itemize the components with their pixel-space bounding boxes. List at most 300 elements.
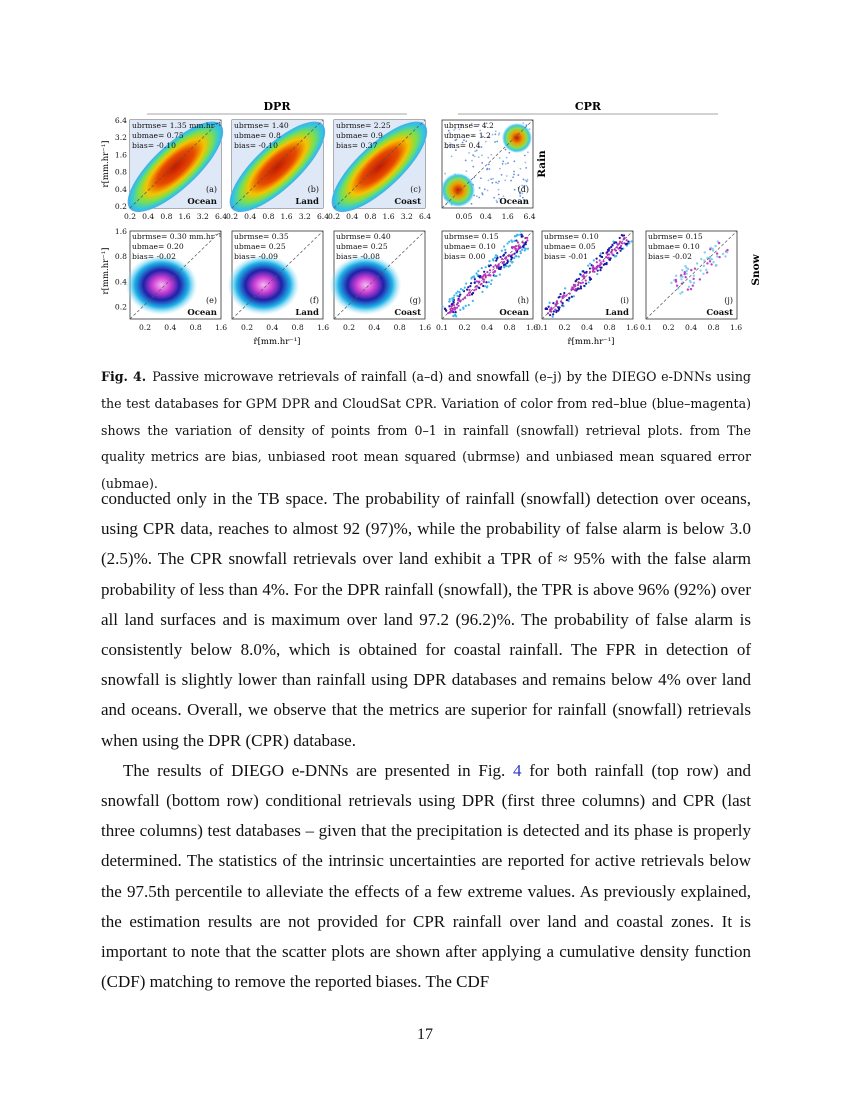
scatter-point — [476, 195, 478, 197]
tick-label: 3.2 — [298, 212, 311, 221]
scatter-point — [473, 177, 475, 179]
scatter-point — [600, 252, 602, 254]
scatter-point — [554, 308, 556, 310]
scatter-point — [558, 296, 560, 298]
scatter-point — [689, 281, 691, 283]
scatter-point — [495, 254, 497, 256]
scatter-point — [441, 305, 443, 307]
tick-label: 0.2 — [240, 323, 254, 332]
scatter-point — [699, 278, 701, 280]
tick-label: 3.2 — [400, 212, 413, 221]
panel-stat: bias= -0.08 — [336, 252, 380, 261]
scatter-point — [449, 298, 451, 300]
scatter-point — [444, 308, 446, 310]
scatter-point — [510, 180, 512, 182]
scatter-point — [718, 242, 720, 244]
panel-surface: Land — [605, 308, 629, 318]
scatter-point — [523, 179, 525, 181]
scatter-point — [520, 252, 522, 254]
scatter-point — [481, 162, 483, 164]
panel-stat: ubmae= 0.10 — [444, 242, 496, 251]
scatter-point — [465, 282, 467, 284]
scatter-point — [524, 247, 526, 249]
scatter-point — [572, 286, 574, 288]
scatter-point — [688, 286, 690, 288]
scatter-point — [616, 246, 618, 248]
panel-id: (j) — [724, 296, 733, 305]
tick-label: 0.8 — [393, 323, 406, 332]
scatter-point — [468, 152, 470, 154]
scatter-point — [680, 278, 682, 280]
tick-label: 0.4 — [266, 323, 279, 332]
scatter-point — [626, 239, 628, 241]
scatter-point — [726, 251, 728, 253]
scatter-point — [549, 302, 551, 304]
scatter-point — [614, 255, 616, 257]
density-field — [126, 255, 198, 315]
panel-stat: bias= 0.4 — [444, 141, 481, 150]
scatter-panel — [316, 108, 440, 225]
scatter-point — [464, 287, 466, 289]
scatter-point — [681, 269, 683, 271]
tick-label: 0.4 — [479, 212, 492, 221]
scatter-point — [722, 253, 724, 255]
scatter-point — [480, 283, 482, 285]
scatter-point — [452, 311, 454, 313]
scatter-point — [503, 254, 505, 256]
scatter-point — [469, 285, 471, 287]
scatter-point — [481, 267, 483, 269]
tick-label: 6.4 — [316, 212, 330, 221]
scatter-point — [445, 310, 447, 312]
scatter-point — [492, 266, 494, 268]
scatter-panel — [214, 108, 341, 225]
scatter-point — [508, 152, 510, 154]
panel-stat: ubrmse= 2.25 — [336, 121, 391, 130]
scatter-point — [499, 256, 501, 258]
scatter-point — [552, 316, 554, 318]
scatter-point — [621, 234, 623, 236]
scatter-point — [592, 265, 594, 267]
scatter-point — [471, 160, 473, 162]
scatter-point — [462, 289, 464, 291]
tick-label: 1.6 — [114, 150, 127, 160]
scatter-point — [473, 275, 475, 277]
scatter-point — [455, 292, 457, 294]
scatter-point — [670, 282, 672, 284]
scatter-point — [681, 291, 683, 293]
tick-label: 0.8 — [707, 323, 720, 332]
scatter-point — [615, 241, 617, 243]
scatter-point — [496, 201, 498, 203]
panel-stat: ubmae= 0.9 — [336, 131, 383, 140]
scatter-point — [599, 259, 601, 261]
scatter-point — [517, 174, 519, 176]
scatter-point — [505, 163, 507, 165]
scatter-point — [583, 274, 585, 276]
scatter-point — [490, 178, 492, 180]
scatter-point — [690, 269, 692, 271]
scatter-point — [521, 249, 523, 251]
scatter-point — [467, 286, 469, 288]
panel-surface: Ocean — [499, 308, 529, 318]
scatter-point — [514, 189, 516, 191]
tick-label: 0.4 — [368, 323, 381, 332]
scatter-point — [505, 149, 507, 151]
scatter-point — [546, 308, 548, 310]
scatter-point — [484, 188, 486, 190]
scatter-point — [519, 168, 521, 170]
scatter-point — [481, 154, 483, 156]
scatter-point — [458, 295, 460, 297]
scatter-point — [548, 306, 550, 308]
scatter-point — [619, 241, 621, 243]
group-label-cpr: CPR — [574, 100, 602, 113]
scatter-point — [452, 315, 454, 317]
scatter-point — [465, 160, 467, 162]
scatter-point — [675, 280, 677, 282]
scatter-point — [616, 252, 618, 254]
scatter-point — [522, 122, 524, 124]
scatter-point — [492, 178, 494, 180]
scatter-point — [497, 182, 499, 184]
scatter-point — [562, 305, 564, 307]
scatter-point — [684, 271, 686, 273]
tick-label: 0.2 — [662, 323, 675, 332]
scatter-point — [625, 243, 627, 245]
panel-id: (e) — [206, 296, 217, 305]
scatter-point — [514, 235, 516, 237]
scatter-point — [593, 259, 595, 261]
scatter-point — [454, 308, 456, 310]
scatter-point — [488, 260, 490, 262]
scatter-point — [496, 200, 498, 202]
scatter-panel — [115, 108, 239, 225]
scatter-point — [724, 255, 726, 257]
scatter-point — [488, 164, 490, 166]
panel-stat: ubrmse= 0.15 — [444, 232, 499, 241]
scatter-point — [513, 171, 515, 173]
caption-label: Fig. 4. — [101, 369, 147, 384]
scatter-point — [511, 246, 513, 248]
scatter-point — [478, 156, 480, 158]
scatter-point — [699, 269, 701, 271]
tick-label: 0.4 — [164, 323, 177, 332]
density-cluster — [502, 123, 532, 153]
tick-label: 1.6 — [280, 212, 293, 221]
panel-surface: Ocean — [187, 308, 217, 318]
scatter-point — [489, 269, 491, 271]
scatter-point — [610, 257, 612, 259]
scatter-point — [472, 154, 474, 156]
scatter-point — [457, 290, 459, 292]
tick-label: 0.8 — [291, 323, 304, 332]
scatter-point — [709, 248, 711, 250]
scatter-point — [526, 180, 528, 182]
scatter-point — [480, 177, 482, 179]
tick-label: 0.8 — [262, 212, 275, 221]
tick-label: 0.8 — [114, 167, 127, 177]
scatter-point — [583, 285, 585, 287]
scatter-point — [478, 197, 480, 199]
scatter-point — [477, 274, 479, 276]
scatter-point — [524, 162, 526, 164]
scatter-point — [527, 248, 529, 250]
scatter-panel — [228, 231, 324, 319]
scatter-point — [498, 194, 500, 196]
scatter-point — [709, 260, 711, 262]
scatter-point — [521, 234, 523, 236]
scatter-point — [489, 274, 491, 276]
scatter-point — [499, 168, 501, 170]
scatter-point — [524, 155, 526, 157]
scatter-point — [485, 281, 487, 283]
panel-stat: bias= -0.09 — [234, 252, 278, 261]
scatter-point — [472, 166, 474, 168]
scatter-point — [527, 179, 529, 181]
scatter-point — [498, 189, 500, 191]
panel-id: (b) — [307, 185, 319, 194]
x-axis-label-dpr: r̂[mm.hr⁻¹] — [253, 337, 301, 347]
tick-label: 0.05 — [455, 212, 473, 221]
scatter-point — [605, 263, 607, 265]
scatter-point — [493, 197, 495, 199]
scatter-point — [549, 314, 551, 316]
tick-label: 1.6 — [526, 323, 539, 332]
scatter-point — [500, 266, 502, 268]
scatter-point — [552, 302, 554, 304]
panel-surface: Land — [295, 308, 319, 318]
scatter-point — [495, 275, 497, 277]
scatter-point — [696, 262, 698, 264]
scatter-point — [485, 141, 487, 143]
figure-4 — [0, 0, 850, 360]
x-axis-label-cpr: r̂[mm.hr⁻¹] — [567, 337, 615, 347]
panel-stat: ubmae= 0.25 — [336, 242, 388, 251]
scatter-point — [509, 260, 511, 262]
scatter-point — [485, 266, 487, 268]
scatter-point — [515, 255, 517, 257]
scatter-point — [712, 261, 714, 263]
scatter-point — [705, 269, 707, 271]
scatter-point — [553, 310, 555, 312]
scatter-point — [515, 249, 517, 251]
scatter-point — [596, 273, 598, 275]
scatter-point — [501, 258, 503, 260]
scatter-point — [599, 269, 601, 271]
scatter-point — [453, 304, 455, 306]
page-number: 17 — [417, 1026, 433, 1043]
scatter-point — [710, 263, 712, 265]
paragraph-2-start: The results of DIEGO e-DNNs are presented in Fig. — [123, 760, 506, 780]
row-label-rain: Rain — [536, 150, 548, 178]
tick-label: 0.4 — [114, 184, 127, 194]
scatter-point — [527, 151, 529, 153]
scatter-point — [504, 252, 506, 254]
density-cluster — [441, 173, 475, 207]
scatter-point — [574, 288, 576, 290]
scatter-point — [506, 175, 508, 177]
scatter-point — [512, 176, 514, 178]
scatter-point — [481, 276, 483, 278]
scatter-point — [686, 270, 688, 272]
scatter-point — [482, 194, 484, 196]
scatter-point — [486, 285, 488, 287]
scatter-point — [571, 296, 573, 298]
row-label-snow: Snow — [750, 254, 762, 286]
tick-label: 1.6 — [730, 323, 743, 332]
tick-label: 1.6 — [418, 323, 432, 332]
scatter-point — [498, 132, 500, 134]
scatter-point — [621, 248, 623, 250]
panel-stat: bias= 0.00 — [444, 252, 486, 261]
scatter-point — [612, 240, 614, 242]
density-field — [330, 255, 402, 315]
scatter-point — [479, 187, 481, 189]
scatter-point — [455, 311, 457, 313]
panel-id: (g) — [409, 296, 421, 305]
scatter-point — [456, 295, 458, 297]
scatter-point — [468, 304, 470, 306]
panel-stat: ubrmse= 0.35 — [234, 232, 289, 241]
scatter-point — [525, 241, 527, 243]
scatter-point — [502, 160, 504, 162]
scatter-point — [718, 256, 720, 258]
figure-reference-link[interactable]: 4 — [513, 760, 522, 780]
scatter-point — [498, 267, 500, 269]
tick-label: 0.8 — [603, 323, 616, 332]
panel-stat: bias= -0.01 — [544, 252, 588, 261]
scatter-point — [470, 282, 472, 284]
tick-label: 1.6 — [501, 212, 514, 221]
scatter-point — [508, 241, 510, 243]
panel-stat: ubmae= 0.20 — [132, 242, 184, 251]
scatter-point — [589, 263, 591, 265]
scatter-point — [563, 292, 565, 294]
scatter-point — [560, 293, 562, 295]
scatter-point — [519, 246, 521, 248]
scatter-point — [452, 299, 454, 301]
scatter-point — [466, 289, 468, 291]
scatter-point — [585, 271, 587, 273]
tick-label: 0.8 — [189, 323, 202, 332]
tick-label: 1.6 — [178, 212, 191, 221]
scatter-point — [513, 253, 515, 255]
scatter-point — [585, 279, 587, 281]
scatter-point — [483, 271, 485, 273]
scatter-point — [491, 182, 493, 184]
scatter-point — [471, 203, 473, 205]
scatter-point — [513, 160, 515, 162]
tick-label: 0.4 — [244, 212, 257, 221]
panel-surface: Land — [295, 197, 319, 207]
tick-label: 0.2 — [225, 212, 239, 221]
tick-label: 0.4 — [142, 212, 155, 221]
panel-id: (h) — [517, 296, 529, 305]
scatter-point — [573, 295, 575, 297]
tick-label: 1.6 — [114, 227, 127, 236]
scatter-point — [516, 234, 518, 236]
scatter-point — [481, 146, 483, 148]
scatter-point — [454, 313, 456, 315]
tick-label: 3.2 — [196, 212, 209, 221]
scatter-point — [564, 287, 566, 289]
scatter-point — [513, 257, 515, 259]
scatter-point — [517, 248, 519, 250]
scatter-point — [492, 258, 494, 260]
scatter-point — [687, 268, 689, 270]
tick-label: 0.4 — [481, 323, 494, 332]
tick-label: 0.8 — [503, 323, 516, 332]
scatter-point — [451, 155, 453, 157]
panel-stat: ubmae= 1.2 — [444, 131, 491, 140]
scatter-point — [526, 124, 528, 126]
scatter-point — [502, 163, 504, 165]
panel-id: (d) — [517, 185, 529, 194]
scatter-panel — [330, 231, 426, 319]
scatter-point — [693, 274, 695, 276]
scatter-point — [510, 255, 512, 257]
scatter-point — [490, 283, 492, 285]
panel-stat: ubmae= 0.10 — [648, 242, 700, 251]
panel-stat: ubmae= 0.05 — [544, 242, 596, 251]
scatter-point — [474, 150, 476, 152]
scatter-point — [630, 240, 632, 242]
scatter-point — [498, 134, 500, 136]
scatter-point — [606, 251, 608, 253]
scatter-panel — [542, 231, 633, 319]
scatter-point — [628, 242, 630, 244]
scatter-point — [494, 257, 496, 259]
scatter-point — [694, 267, 696, 269]
scatter-point — [483, 281, 485, 283]
tick-label: 0.2 — [558, 323, 571, 332]
scatter-point — [499, 157, 501, 159]
scatter-point — [450, 305, 452, 307]
scatter-point — [492, 134, 494, 136]
panel-stat: ubrmse= 0.30 mm.hr⁻¹ — [132, 232, 222, 241]
panel-id: (f) — [309, 296, 319, 305]
scatter-point — [503, 245, 505, 247]
scatter-point — [495, 260, 497, 262]
scatter-point — [468, 289, 470, 291]
scatter-panel — [441, 230, 533, 319]
scatter-point — [588, 281, 590, 283]
scatter-point — [444, 173, 446, 175]
scatter-point — [706, 271, 708, 273]
scatter-point — [552, 313, 554, 315]
scatter-point — [726, 249, 728, 251]
scatter-point — [491, 279, 493, 281]
scatter-point — [692, 278, 694, 280]
scatter-point — [484, 273, 486, 275]
tick-label: 1.6 — [626, 323, 639, 332]
scatter-point — [506, 242, 508, 244]
scatter-point — [513, 174, 515, 176]
scatter-point — [472, 300, 474, 302]
panel-id: (a) — [205, 185, 217, 194]
tick-label: 0.1 — [435, 323, 449, 332]
scatter-point — [507, 162, 509, 164]
scatter-point — [681, 276, 683, 278]
scatter-point — [501, 250, 503, 252]
scatter-point — [465, 305, 467, 307]
scatter-point — [481, 291, 483, 293]
tick-label: 1.6 — [214, 323, 228, 332]
scatter-point — [506, 259, 508, 261]
scatter-point — [484, 285, 486, 287]
scatter-point — [677, 287, 679, 289]
